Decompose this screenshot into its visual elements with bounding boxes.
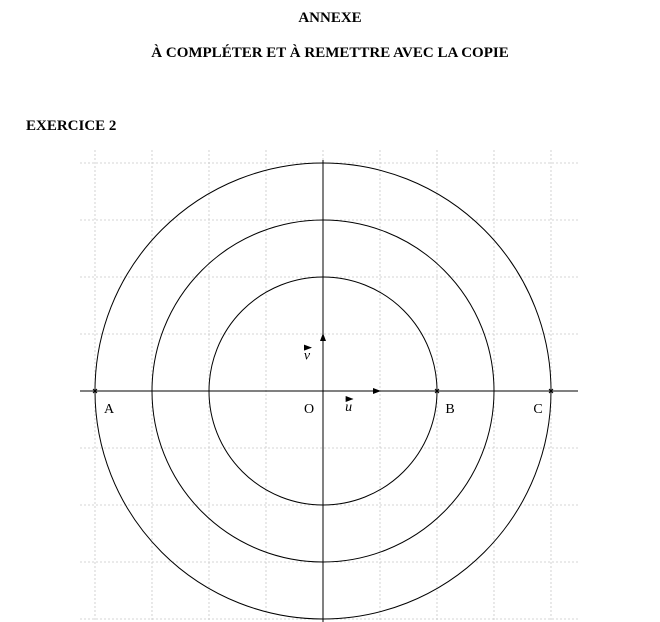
vector-label-u: u [345,400,353,415]
exercise-heading: EXERCICE 2 [26,118,117,134]
point-label-O: O [303,402,315,417]
point-label-B: B [445,402,455,417]
annexe-subtitle: À COMPLÉTER ET À REMETTRE AVEC LA COPIE [151,45,509,61]
annexe-title: ANNEXE [298,10,362,26]
point-label-A: A [103,402,115,417]
point-label-C: C [533,402,543,417]
grid [80,150,578,622]
vectors [304,334,380,415]
vector-label-v: v [303,348,311,364]
